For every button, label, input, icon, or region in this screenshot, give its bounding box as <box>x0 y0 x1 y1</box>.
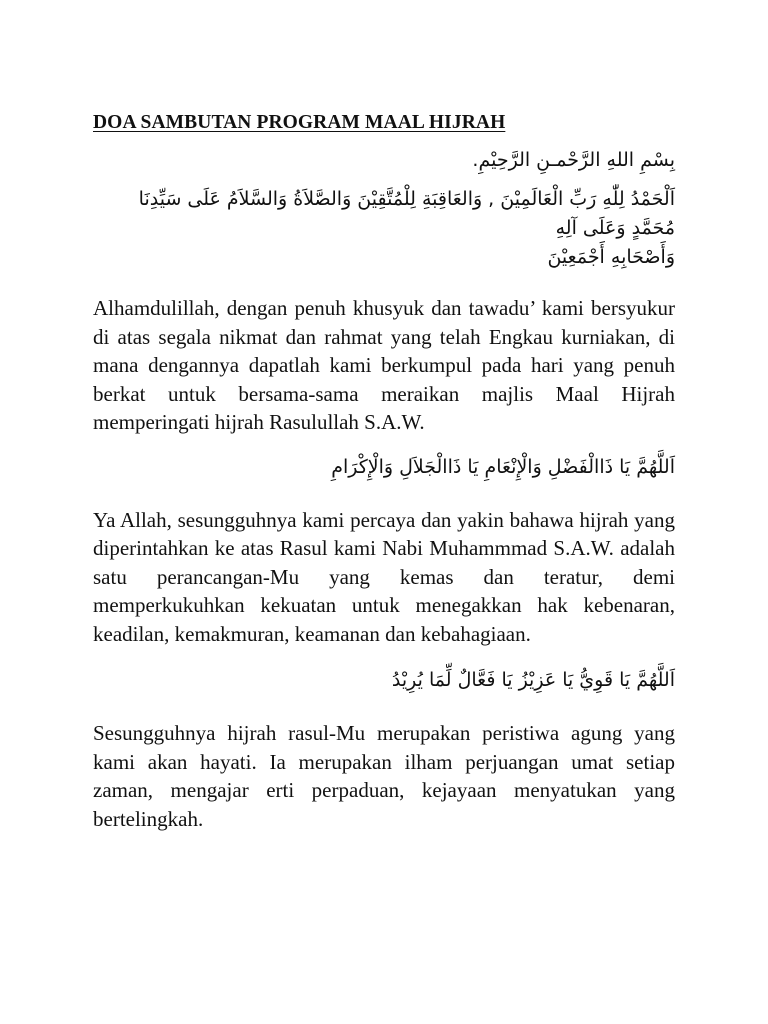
paragraph-1: Alhamdulillah, dengan penuh khusyuk dan tawadu’ kami bersyukur di atas segala nikmat dan rahmat yang telah Engkau kurniakan, di mana dengannya dapatlah kami berkumpul pada hari yang penuh berkat untuk bersama-sama meraikan majlis Maal Hijrah memperingati hijrah Rasulullah S.A.W. <box>93 296 675 434</box>
document-page <box>93 112 675 833</box>
opening-line: مُحَمَّدٍ وَعَلَى آلِهِ <box>555 217 675 239</box>
dua-line-2: اَللَّهُمَّ يَا قَوِيُّ يَا عَزِيْزُ يَا فَعَّالٌ لِّمَا يُرِيْدُ <box>391 669 675 691</box>
paragraph-3: Sesungguhnya hijrah rasul-Mu merupakan peristiwa agung yang kami akan hayati. Ia merupakan ilham perjuangan umat setiap zaman, mengajar erti perpaduan, kejayaan menyatukan yang bertelingkah. <box>93 721 675 831</box>
document-title: DOA SAMBUTAN PROGRAM MAAL HIJRAH <box>93 112 506 133</box>
paragraph-2: Ya Allah, sesungguhnya kami percaya dan yakin bahawa hijrah yang diperintahkan ke atas Rasul kami Nabi Muhammmad S.A.W. adalah satu perancangan-Mu yang kemas dan teratur, demi memperkukuhkan kekuatan untuk menegakkan hak kebenaran, keadilan, kemakmuran, keamanan dan kebahagiaan. <box>93 507 675 646</box>
basmala-text: بِسْمِ اللهِ الرَّحْمـنِ الرَّحِيْمِ. <box>472 149 675 171</box>
opening-line: اَلْحَمْدُ لِلّٰهِ رَبِّ الْعَالَمِيْنَ , وَالعَاقِبَةِ لِلْمُتَّقِيْنَ وَالصَّلاَةُ وَالسَّلاَمُ عَلَى سَيِّدِنَا <box>138 188 675 210</box>
opening-line: وَأَصْحَابِهِ أَجْمَعِيْنَ <box>547 246 675 268</box>
dua-line-1: اَللَّهُمَّ يَا ذَاالْفَضْلِ وَالْإِنْعَامِ يَا ذَاالْجَلاَلِ وَالْإِكْرَامِ <box>331 455 675 478</box>
opening-praise <box>93 185 675 272</box>
